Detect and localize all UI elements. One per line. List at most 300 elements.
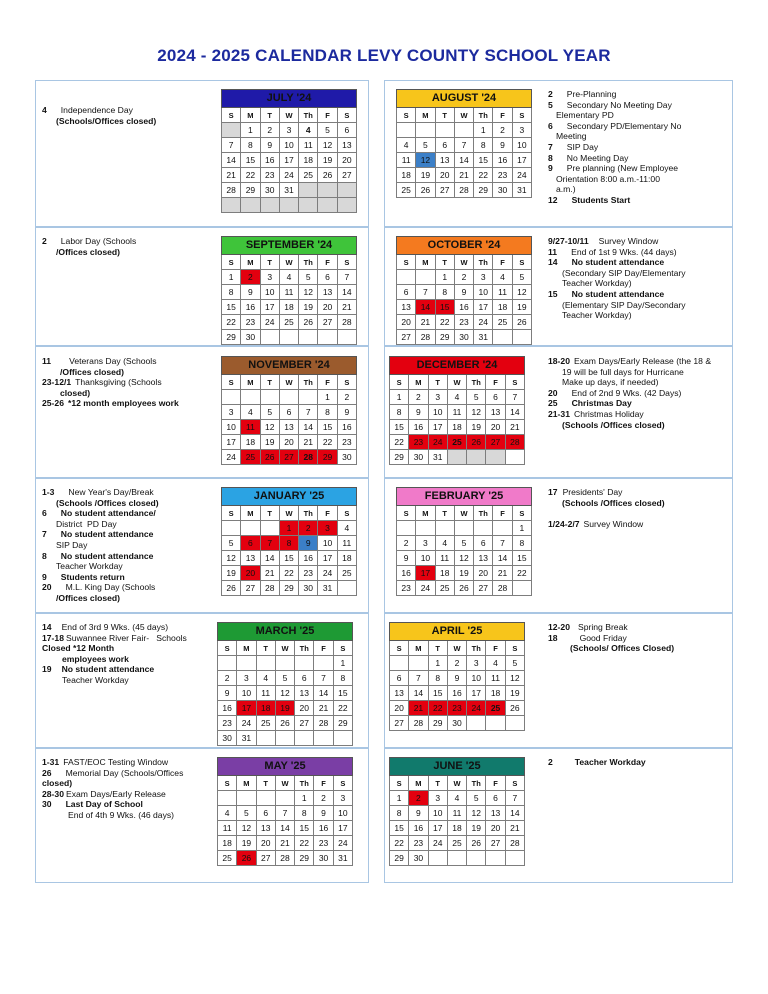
day-cell: [337, 183, 356, 198]
event-line: [42, 654, 212, 665]
day-cell: 31: [428, 450, 447, 465]
day-cell: 20: [390, 701, 409, 716]
day-cell: 9: [337, 405, 356, 420]
day-cell: 22: [295, 836, 314, 851]
day-cell: 1: [512, 521, 531, 536]
day-cell: 1: [333, 656, 352, 671]
day-cell: 20: [337, 153, 356, 168]
day-cell: 8: [318, 405, 337, 420]
day-cell: 22: [390, 836, 409, 851]
day-cell: 29: [241, 183, 260, 198]
day-cell: 11: [486, 671, 505, 686]
event-line: [42, 582, 214, 593]
day-cell: 12: [318, 138, 337, 153]
day-cell: [256, 656, 275, 671]
day-cell: 4: [337, 521, 356, 536]
day-cell: 2: [454, 270, 473, 285]
day-cell: 5: [505, 656, 524, 671]
day-cell: 21: [505, 821, 524, 836]
weekday-label: M: [416, 108, 435, 123]
day-cell: 21: [275, 836, 294, 851]
day-cell: 5: [222, 536, 241, 551]
event-description: Survey Window: [583, 518, 644, 529]
day-cell: 19: [222, 566, 241, 581]
event-date: 25: [548, 398, 558, 409]
day-cell: 27: [279, 450, 298, 465]
day-cell: 26: [237, 851, 256, 866]
event-line: [42, 757, 214, 768]
day-cell: [454, 521, 473, 536]
day-cell: 18: [218, 836, 237, 851]
weekday-label: M: [237, 641, 256, 656]
event-description: Students return: [60, 571, 125, 582]
weekday-label: S: [397, 255, 416, 270]
event-date: 30: [42, 799, 52, 810]
day-cell: 30: [409, 851, 428, 866]
day-cell: 16: [447, 686, 466, 701]
day-cell: 12: [467, 806, 486, 821]
event-line: [42, 367, 214, 378]
weekday-label: W: [447, 375, 466, 390]
day-cell: [409, 656, 428, 671]
event-list: [42, 105, 212, 126]
weekday-label: W: [279, 108, 298, 123]
event-description: Spring Break: [577, 622, 628, 632]
event-list: [548, 89, 738, 206]
day-cell: 5: [467, 791, 486, 806]
day-cell: 16: [409, 420, 428, 435]
day-cell: 12: [237, 821, 256, 836]
event-line: [548, 110, 738, 121]
day-cell: 23: [409, 836, 428, 851]
day-cell: 11: [299, 138, 318, 153]
weekday-label: T: [260, 375, 279, 390]
event-date: 20: [42, 582, 52, 593]
day-cell: 17: [474, 300, 493, 315]
event-line: [548, 367, 738, 378]
day-cell: 29: [318, 450, 337, 465]
event-description: No student attendance: [60, 550, 154, 561]
day-cell: 28: [337, 315, 356, 330]
event-line: [548, 268, 738, 279]
event-line: [548, 289, 738, 300]
day-cell: 31: [474, 330, 493, 345]
day-cell: 25: [447, 836, 466, 851]
weekday-label: Th: [299, 255, 318, 270]
weekday-label: Th: [474, 255, 493, 270]
month-header: JUNE '25: [390, 758, 525, 776]
calendar-december: [389, 356, 525, 465]
weekday-label: W: [275, 641, 294, 656]
day-cell: 6: [486, 390, 505, 405]
day-cell: 10: [428, 806, 447, 821]
event-date: 14: [548, 257, 558, 268]
event-date: 12: [548, 194, 558, 205]
day-cell: 29: [222, 330, 241, 345]
day-cell: 18: [337, 551, 356, 566]
event-line: [548, 498, 738, 509]
calendar-august: [396, 89, 532, 198]
month-header: DECEMBER '24: [390, 357, 525, 375]
day-cell: 26: [260, 450, 279, 465]
day-cell: 26: [275, 716, 294, 731]
day-cell: 13: [486, 806, 505, 821]
day-cell: 5: [454, 536, 473, 551]
day-cell: [275, 656, 294, 671]
weekday-label: S: [218, 641, 237, 656]
day-cell: 13: [486, 405, 505, 420]
day-cell: 11: [218, 821, 237, 836]
event-line: [548, 388, 738, 399]
event-line: [42, 105, 212, 116]
day-cell: 8: [222, 285, 241, 300]
day-cell: 27: [486, 435, 505, 450]
day-cell: 28: [409, 716, 428, 731]
day-cell: 31: [512, 183, 531, 198]
day-cell: 27: [486, 836, 505, 851]
day-cell: 11: [447, 405, 466, 420]
day-cell: 25: [337, 566, 356, 581]
day-cell: 28: [222, 183, 241, 198]
day-cell: 11: [493, 285, 512, 300]
day-cell: [416, 123, 435, 138]
event-line: [548, 643, 738, 654]
day-cell: 9: [493, 138, 512, 153]
day-cell: 24: [428, 836, 447, 851]
day-cell: 4: [218, 806, 237, 821]
weekday-label: S: [333, 641, 352, 656]
day-cell: 27: [295, 716, 314, 731]
event-description: Students Start: [571, 194, 631, 205]
day-cell: [275, 731, 294, 746]
event-description: Teacher Workday: [62, 674, 129, 685]
weekday-label: S: [390, 375, 409, 390]
day-cell: 30: [241, 330, 260, 345]
day-cell: 17: [428, 420, 447, 435]
event-description: Meeting: [556, 131, 587, 142]
day-cell: 15: [474, 153, 493, 168]
event-description: 19 will be full days for Hurricane: [562, 366, 684, 377]
day-cell: 26: [454, 581, 473, 596]
day-cell: 11: [337, 536, 356, 551]
day-cell: 27: [390, 716, 409, 731]
day-cell: 12: [454, 551, 473, 566]
day-cell: 4: [435, 536, 454, 551]
day-cell: 27: [337, 168, 356, 183]
day-cell: 3: [474, 270, 493, 285]
day-cell: 14: [505, 405, 524, 420]
weekday-label: F: [318, 108, 337, 123]
day-cell: [318, 198, 337, 213]
day-cell: 21: [454, 168, 473, 183]
day-cell: [241, 198, 260, 213]
day-cell: 24: [512, 168, 531, 183]
day-cell: 14: [505, 806, 524, 821]
event-description: (Secondary SIP Day/Elementary: [562, 267, 686, 278]
event-line: [548, 310, 738, 321]
day-cell: 10: [428, 405, 447, 420]
weekday-label: S: [337, 108, 356, 123]
day-cell: 13: [318, 285, 337, 300]
day-cell: [222, 521, 241, 536]
day-cell: 2: [260, 123, 279, 138]
day-cell: 22: [512, 566, 531, 581]
weekday-label: M: [241, 375, 260, 390]
day-cell: 1: [318, 390, 337, 405]
event-date: 8: [548, 152, 553, 163]
day-cell: [505, 716, 524, 731]
day-cell: [447, 851, 466, 866]
event-description: (Schools /Offices closed): [562, 419, 665, 430]
day-cell: [275, 791, 294, 806]
day-cell: 3: [416, 536, 435, 551]
weekday-label: M: [241, 108, 260, 123]
event-description: Presidents' Day: [562, 487, 623, 497]
day-cell: [237, 791, 256, 806]
event-description: FAST/EOC Testing Window: [63, 757, 169, 767]
event-description: [548, 508, 550, 519]
weekday-label: S: [222, 375, 241, 390]
day-cell: 23: [447, 701, 466, 716]
event-date: 1-31: [42, 757, 60, 767]
day-cell: 10: [222, 420, 241, 435]
day-cell: 25: [493, 315, 512, 330]
day-cell: 1: [435, 270, 454, 285]
day-cell: 6: [435, 138, 454, 153]
day-cell: 30: [493, 183, 512, 198]
event-line: [548, 236, 738, 247]
event-line: [42, 778, 214, 789]
day-cell: 4: [241, 405, 260, 420]
event-list: [42, 236, 212, 257]
day-cell: 16: [299, 551, 318, 566]
weekday-label: M: [409, 375, 428, 390]
day-cell: 1: [390, 791, 409, 806]
day-cell: 28: [505, 435, 524, 450]
day-cell: 12: [222, 551, 241, 566]
weekday-label: S: [337, 506, 356, 521]
day-cell: [299, 183, 318, 198]
day-cell: 17: [333, 821, 352, 836]
day-cell: 25: [486, 701, 505, 716]
page-title: 2024 - 2025 CALENDAR LEVY COUNTY SCHOOL YEAR: [157, 46, 611, 65]
day-cell: 23: [260, 168, 279, 183]
day-cell: 16: [409, 821, 428, 836]
day-cell: 31: [318, 581, 337, 596]
day-cell: 2: [409, 791, 428, 806]
month-header: JULY '24: [222, 90, 357, 108]
event-list: [42, 757, 214, 821]
event-line: [42, 675, 212, 686]
day-cell: 22: [222, 315, 241, 330]
day-cell: 9: [299, 536, 318, 551]
day-cell: 5: [275, 671, 294, 686]
day-cell: 7: [454, 138, 473, 153]
day-cell: [279, 198, 298, 213]
day-cell: 15: [222, 300, 241, 315]
event-line: [548, 398, 738, 409]
weekday-label: M: [416, 506, 435, 521]
day-cell: 28: [314, 716, 333, 731]
day-cell: 23: [397, 581, 416, 596]
day-cell: 29: [435, 330, 454, 345]
weekday-label: Th: [467, 776, 486, 791]
weekday-label: M: [241, 255, 260, 270]
day-cell: 2: [447, 656, 466, 671]
day-cell: 22: [241, 168, 260, 183]
event-date: 2: [548, 89, 553, 99]
event-description: (Schools/ Offices Closed): [570, 643, 675, 654]
day-cell: [486, 450, 505, 465]
weekday-label: S: [390, 776, 409, 791]
month-header: NOVEMBER '24: [222, 357, 357, 375]
weekday-label: Th: [299, 375, 318, 390]
day-cell: 20: [486, 420, 505, 435]
weekday-label: T: [256, 641, 275, 656]
day-cell: [314, 731, 333, 746]
day-cell: 27: [256, 851, 275, 866]
event-line: [548, 195, 738, 206]
weekday-label: S: [218, 776, 237, 791]
event-line: [548, 420, 738, 431]
day-cell: 26: [299, 315, 318, 330]
day-cell: [260, 198, 279, 213]
day-cell: [299, 198, 318, 213]
day-cell: 5: [260, 405, 279, 420]
day-cell: 6: [390, 671, 409, 686]
day-cell: 4: [299, 123, 318, 138]
day-cell: 30: [314, 851, 333, 866]
weekday-label: Th: [295, 776, 314, 791]
day-cell: 14: [416, 300, 435, 315]
day-cell: 15: [295, 821, 314, 836]
weekday-label: T: [428, 641, 447, 656]
event-description: Closed *12 Month: [42, 643, 115, 654]
day-cell: [447, 450, 466, 465]
event-line: [42, 519, 214, 530]
weekday-label: T: [435, 108, 454, 123]
weekday-label: F: [486, 776, 505, 791]
day-cell: 15: [390, 821, 409, 836]
day-cell: 6: [397, 285, 416, 300]
day-cell: 26: [318, 168, 337, 183]
event-date: 18-20: [548, 356, 570, 366]
calendar-march: [217, 622, 353, 746]
day-cell: 7: [493, 536, 512, 551]
weekday-label: W: [454, 108, 473, 123]
day-cell: 14: [454, 153, 473, 168]
weekday-label: M: [416, 255, 435, 270]
day-cell: 31: [333, 851, 352, 866]
weekday-label: S: [337, 255, 356, 270]
day-cell: 17: [260, 300, 279, 315]
day-cell: [314, 656, 333, 671]
day-cell: 13: [337, 138, 356, 153]
day-cell: [237, 656, 256, 671]
day-cell: 30: [447, 716, 466, 731]
day-cell: 30: [337, 450, 356, 465]
event-line: [548, 487, 738, 498]
day-cell: 22: [435, 315, 454, 330]
event-line: [548, 89, 738, 100]
day-cell: 21: [416, 315, 435, 330]
day-cell: [295, 656, 314, 671]
day-cell: 9: [409, 806, 428, 821]
day-cell: 18: [256, 701, 275, 716]
day-cell: 20: [295, 701, 314, 716]
day-cell: 4: [256, 671, 275, 686]
day-cell: 18: [493, 300, 512, 315]
day-cell: 19: [467, 821, 486, 836]
day-cell: 9: [454, 285, 473, 300]
day-cell: 29: [295, 851, 314, 866]
event-description: SIP Day: [566, 141, 599, 152]
event-date: 18: [548, 632, 558, 643]
day-cell: 28: [493, 581, 512, 596]
day-cell: 9: [314, 806, 333, 821]
event-date: 9: [42, 571, 47, 582]
event-line: [42, 356, 214, 367]
day-cell: 22: [474, 168, 493, 183]
weekday-label: M: [409, 776, 428, 791]
day-cell: 7: [337, 270, 356, 285]
weekday-label: Th: [299, 506, 318, 521]
event-line: [42, 388, 214, 399]
month-header: FEBRUARY '25: [397, 488, 532, 506]
day-cell: 22: [333, 701, 352, 716]
day-cell: 14: [493, 551, 512, 566]
event-line: [42, 643, 212, 654]
day-cell: 11: [256, 686, 275, 701]
day-cell: 8: [428, 671, 447, 686]
day-cell: 16: [454, 300, 473, 315]
day-cell: 23: [493, 168, 512, 183]
day-cell: 22: [390, 435, 409, 450]
event-date: 1-3: [42, 487, 55, 497]
day-cell: 7: [314, 671, 333, 686]
day-cell: 27: [474, 581, 493, 596]
event-line: [42, 487, 214, 498]
event-line: [42, 622, 212, 633]
day-cell: 7: [416, 285, 435, 300]
weekday-label: T: [428, 776, 447, 791]
weekday-label: W: [275, 776, 294, 791]
day-cell: 9: [241, 285, 260, 300]
event-date: 2: [42, 236, 47, 246]
day-cell: 8: [435, 285, 454, 300]
event-description: No student attendance: [60, 529, 154, 540]
weekday-label: W: [279, 375, 298, 390]
day-cell: 19: [512, 300, 531, 315]
day-cell: 3: [428, 791, 447, 806]
event-line: [42, 799, 214, 810]
day-cell: [397, 270, 416, 285]
day-cell: 2: [337, 390, 356, 405]
day-cell: 7: [299, 405, 318, 420]
day-cell: [318, 183, 337, 198]
weekday-label: S: [222, 506, 241, 521]
event-date: 11: [42, 356, 52, 366]
month-header: OCTOBER '24: [397, 237, 532, 255]
day-cell: 2: [409, 390, 428, 405]
weekday-label: S: [512, 506, 531, 521]
day-cell: 31: [279, 183, 298, 198]
event-date: 12-20: [548, 622, 570, 632]
day-cell: 16: [241, 300, 260, 315]
day-cell: 10: [333, 806, 352, 821]
day-cell: 22: [428, 701, 447, 716]
event-line: [548, 508, 738, 519]
